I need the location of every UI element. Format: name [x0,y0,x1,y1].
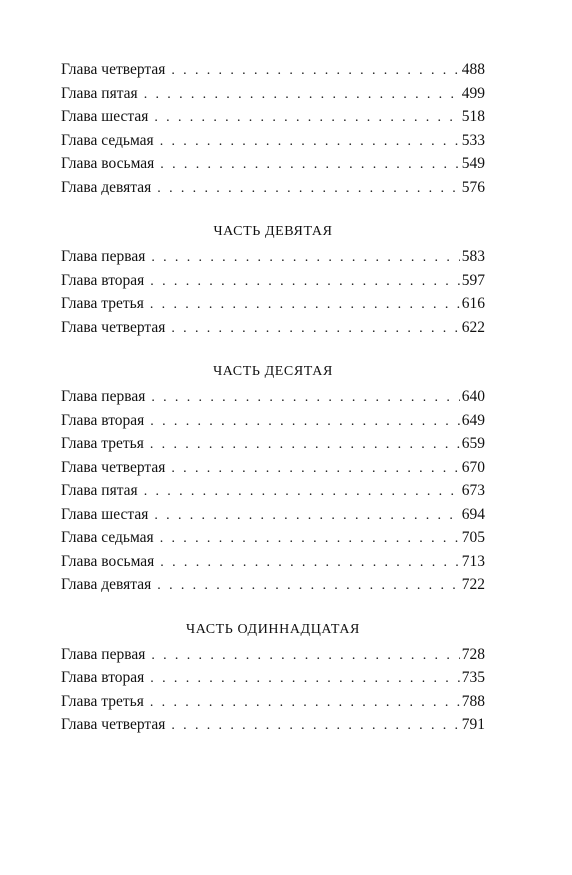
chapter-title: Глава четвертая [61,318,166,336]
page-number: 518 [461,108,485,125]
part-heading: ЧАСТЬ ДЕВЯТАЯ [213,224,333,239]
chapter-title: Глава седьмая [61,131,154,149]
page-number: 670 [461,458,485,476]
chapter-title: Глава седьмая [61,529,154,546]
page-number: 722 [461,576,485,593]
page-number: 488 [461,61,485,78]
part-heading: ЧАСТЬ ОДИННАДЦАТАЯ [186,621,360,637]
toc-section [61,620,485,737]
toc-entry [61,432,485,456]
toc-entry [61,666,485,690]
dot-leader [144,83,460,107]
toc-entry [61,269,485,293]
dot-leader [151,246,459,270]
toc-entry [61,105,485,129]
chapter-title: Глава третья [61,435,144,452]
toc-entry [61,550,485,574]
toc-section [61,58,485,199]
dot-leader [144,480,460,504]
toc-entry [61,82,485,106]
toc-entry [61,713,485,737]
dot-leader [150,410,459,434]
dot-leader [150,691,460,715]
page-number: 659 [461,435,485,452]
chapter-title: Глава пятая [61,482,138,499]
dot-leader [171,457,459,481]
dot-leader [157,574,459,598]
dot-leader [160,551,459,575]
page-number: 713 [461,552,485,570]
page-number: 728 [461,645,485,663]
toc-entry [61,152,485,176]
toc-entry [61,573,485,597]
toc-entry [61,456,485,480]
toc-entry [61,58,485,82]
dot-leader [171,714,459,738]
toc-section [61,362,485,597]
page-number: 549 [461,155,485,172]
page-number: 788 [461,692,485,710]
page-number: 705 [461,529,485,546]
chapter-title: Глава восьмая [61,552,155,570]
page-number: 694 [461,505,485,523]
page-number: 499 [461,84,485,102]
page-number: 673 [461,482,485,499]
dot-leader [160,130,460,154]
dot-leader [157,177,459,201]
dot-leader [154,106,459,130]
dot-leader [160,153,459,177]
dot-leader [154,504,459,528]
page-number: 791 [461,716,485,733]
chapter-title: Глава вторая [61,271,145,289]
dot-leader [150,667,459,691]
toc-entry [61,643,485,667]
chapter-title: Глава четвертая [61,716,166,733]
toc-entry [61,479,485,503]
dot-leader [151,644,459,668]
chapter-title: Глава четвертая [61,61,166,78]
chapter-title: Глава первая [61,645,146,663]
toc-entry [61,526,485,550]
dot-leader [150,433,460,457]
dot-leader [150,270,459,294]
chapter-title: Глава третья [61,295,144,312]
page-number: 576 [461,178,485,196]
toc-entry [61,176,485,200]
dot-leader [160,527,460,551]
page-number: 649 [461,411,485,429]
chapter-title: Глава вторая [61,411,145,429]
toc-entry [61,316,485,340]
page-number: 597 [461,271,485,289]
dot-leader [151,386,459,410]
toc-entry [61,129,485,153]
toc-section [61,222,485,339]
toc-entry [61,245,485,269]
page-number: 583 [461,248,485,265]
toc-entry [61,503,485,527]
dot-leader [150,293,460,317]
chapter-title: Глава девятая [61,178,152,196]
chapter-title: Глава третья [61,692,144,710]
chapter-title: Глава четвертая [61,458,166,476]
toc-entry [61,409,485,433]
part-heading: ЧАСТЬ ДЕСЯТАЯ [213,364,333,379]
dot-leader [171,59,459,83]
page-number: 533 [461,131,485,149]
chapter-title: Глава первая [61,248,146,265]
chapter-title: Глава первая [61,388,146,405]
chapter-title: Глава пятая [61,84,138,102]
page-number: 640 [461,388,485,405]
chapter-title: Глава девятая [61,576,152,593]
chapter-title: Глава шестая [61,505,149,523]
table-of-contents [61,58,485,737]
chapter-title: Глава шестая [61,108,149,125]
page-number: 622 [461,318,485,336]
chapter-title: Глава вторая [61,669,145,686]
toc-entry [61,385,485,409]
page-number: 616 [461,295,485,312]
toc-entry [61,690,485,714]
toc-entry [61,292,485,316]
chapter-title: Глава восьмая [61,155,155,172]
page-number: 735 [461,669,485,686]
dot-leader [171,317,459,341]
